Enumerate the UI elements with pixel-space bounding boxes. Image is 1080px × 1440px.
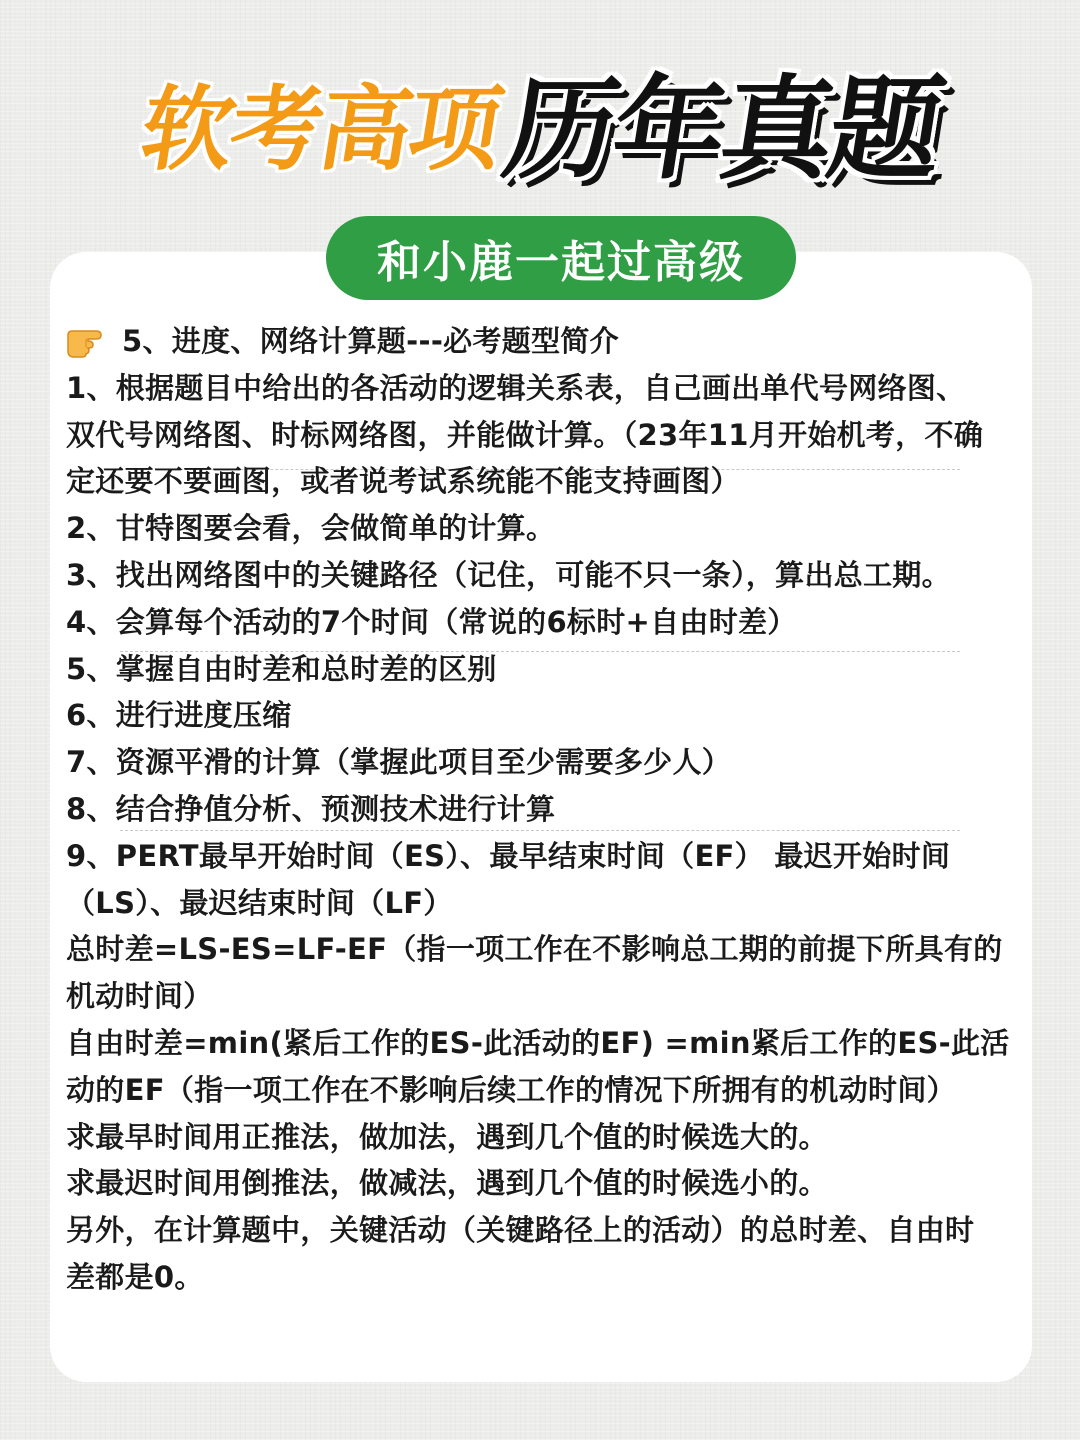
content-line: 3、找出网络图中的关键路径（记住，可能不只一条），算出总工期。 <box>66 557 951 592</box>
content-line: 5、掌握自由时差和总时差的区别 <box>66 651 497 686</box>
section-heading <box>66 318 1026 365</box>
content-line: （LS）、最迟结束时间（LF） <box>66 885 453 920</box>
content-line: 9、PERT最早开始时间（ES）、最早结束时间（EF） 最迟开始时间 <box>66 838 951 873</box>
content-line: 6、进行进度压缩 <box>66 698 292 733</box>
title-banner <box>0 60 1080 200</box>
content-line: 8、结合挣值分析、预测技术进行计算 <box>66 791 556 826</box>
title-part-black: 历年真题 <box>495 65 949 195</box>
content-line: 机动时间） <box>66 979 213 1014</box>
pointing-hand-icon <box>66 323 106 359</box>
content-line: 2、甘特图要会看，会做简单的计算。 <box>66 511 556 546</box>
content-line: 另外，在计算题中，关键活动（关键路径上的活动）的总时差、自由时 <box>66 1213 975 1248</box>
badge-pill: 和小鹿一起过高级 <box>326 216 796 300</box>
content-line: 双代号网络图、时标网络图，并能做计算。（23年11月开始机考，不确 <box>66 417 984 452</box>
content-line: 动的EF（指一项工作在不影响后续工作的情况下所拥有的机动时间） <box>66 1072 956 1107</box>
content-line: 定还要不要画图，或者说考试系统能不能支持画图） <box>66 464 740 499</box>
content-line: 1、根据题目中给出的各活动的逻辑关系表，自己画出单代号网络图、 <box>66 370 966 405</box>
heading-text: 5、进度、网络计算题---必考题型简介 <box>122 324 619 358</box>
content-line: 4、会算每个活动的7个时间（常说的6标时+自由时差） <box>66 604 797 639</box>
content-line: 求最迟时间用倒推法，做减法，遇到几个值的时候选小的。 <box>66 1166 828 1201</box>
content-line: 7、资源平滑的计算（掌握此项目至少需要多少人） <box>66 745 732 780</box>
content-line: 求最早时间用正推法，做加法，遇到几个值的时候选大的。 <box>66 1119 828 1154</box>
title-part-orange: 软考高项 <box>133 76 507 183</box>
content-line: 总时差=LS-ES=LF-EF（指一项工作在不影响总工期的前提下所具有的 <box>66 932 1003 967</box>
content-body <box>66 318 1026 1301</box>
content-line: 自由时差=min(紧后工作的ES-此活动的EF) =min紧后工作的ES-此活 <box>66 1025 1010 1060</box>
content-line: 差都是0。 <box>66 1259 204 1294</box>
